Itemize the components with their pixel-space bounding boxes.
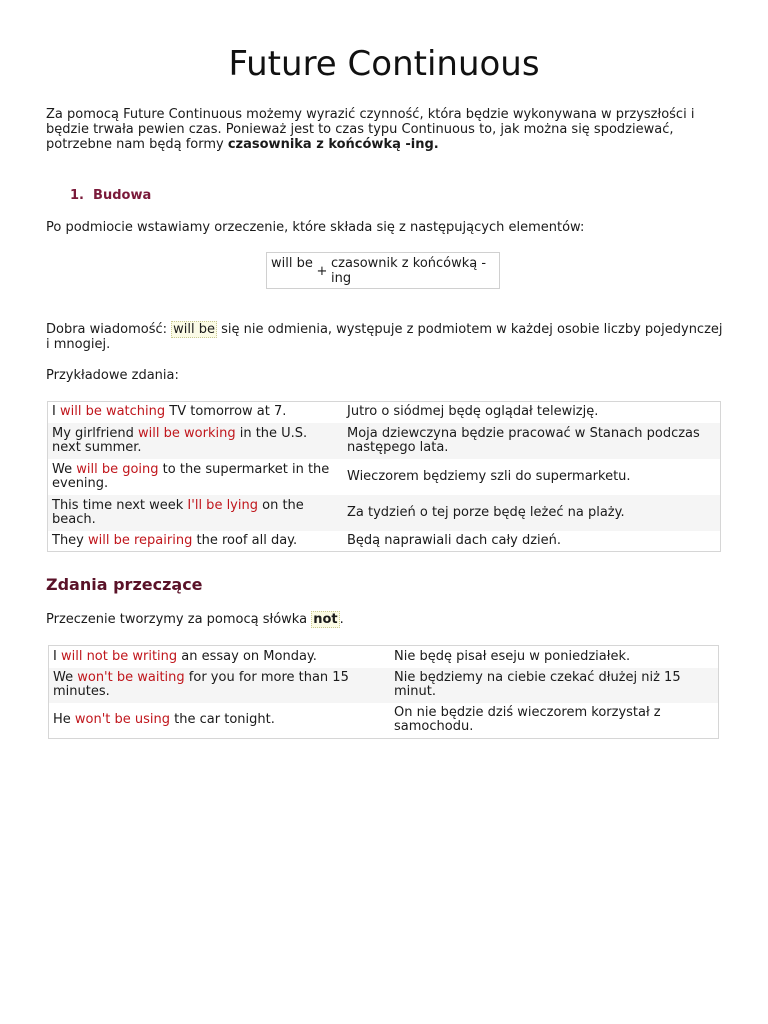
polish-cell: Wieczorem będziemy szli do supermarketu. xyxy=(347,468,631,484)
english-cell: This time next week I'll be lying on the beach. xyxy=(48,495,344,531)
will-be-highlight: will be xyxy=(173,322,215,337)
verb-highlight: won't be using xyxy=(74,712,171,728)
verb-highlight: I'll be lying xyxy=(187,497,258,513)
formula-box xyxy=(266,252,500,289)
section-heading-budowa xyxy=(70,188,151,203)
intro-text: Za pomocą Future Continuous możemy wyrazić czynność, która będzie wykonywana w przyszłości i będzie trwała pewien czas. Ponieważ jest to czas typu Continuous to, jak można się spodziewać, potrzebne nam będą formy xyxy=(46,107,695,152)
formula-part2: czasownik z końcówką -ing xyxy=(331,256,487,286)
polish-cell: Jutro o siódmej będę oglądał telewizję. xyxy=(347,404,599,420)
polish-cell: Nie będę pisał eseju w poniedziałek. xyxy=(394,648,631,664)
good-news-paragraph xyxy=(46,322,726,352)
formula-part1: will be xyxy=(271,256,313,271)
english-cell: They will be repairing the roof all day. xyxy=(52,532,298,548)
table-row xyxy=(48,459,721,495)
english-cell: I will be watching TV tomorrow at 7. xyxy=(52,404,287,420)
negative-before: Przeczenie tworzymy za pomocą słówka xyxy=(46,612,312,627)
not-highlight: not xyxy=(313,612,338,627)
negative-after: . xyxy=(339,612,344,627)
formula-plus: + xyxy=(316,264,328,279)
verb-highlight: will be going xyxy=(76,461,159,477)
verb-highlight: will be working xyxy=(138,425,236,441)
table-row xyxy=(48,423,721,459)
negative-heading: Zdania przeczące xyxy=(46,575,203,594)
table-row xyxy=(48,402,721,423)
english-cell: We won't be waiting for you for more than 15 minutes. xyxy=(49,668,391,703)
english-cell: He won't be using the car tonight. xyxy=(53,712,275,728)
verb-highlight: won't be waiting xyxy=(77,670,185,685)
examples-table xyxy=(47,401,721,552)
english-cell: We will be going to the supermarket in the evening. xyxy=(52,461,330,491)
page-title: Future Continuous xyxy=(228,44,540,84)
table-row xyxy=(49,703,719,739)
section-number: 1. xyxy=(70,188,84,203)
good-news-before: Dobra wiadomość: xyxy=(46,322,172,337)
intro-paragraph xyxy=(46,107,726,152)
examples-label: Przykładowe zdania: xyxy=(46,368,179,383)
structure-intro: Po podmiocie wstawiamy orzeczenie, które składa się z następujących elementów: xyxy=(46,220,585,235)
polish-cell: Nie będziemy na ciebie czekać dłużej niż 15 minut. xyxy=(390,668,719,703)
negative-paragraph xyxy=(46,612,344,627)
verb-highlight: will not be writing xyxy=(60,648,178,664)
table-row xyxy=(48,531,721,552)
table-row xyxy=(48,495,721,531)
intro-bold: czasownika z końcówką -ing. xyxy=(227,137,439,152)
polish-cell: Będą naprawiali dach cały dzień. xyxy=(347,532,562,548)
negative-examples-table xyxy=(48,645,719,739)
english-cell: My girlfriend will be working in the U.S. next summer. xyxy=(48,423,344,459)
good-news-after: się nie odmienia, występuje z podmiotem w każdej osobie liczby pojedynczej i mnogiej. xyxy=(46,322,723,352)
table-row xyxy=(49,668,719,703)
table-row xyxy=(49,646,719,668)
polish-cell: Moja dziewczyna będzie pracować w Stanach podczas następego lata. xyxy=(343,423,721,459)
english-cell: I will not be writing an essay on Monday. xyxy=(53,648,317,664)
verb-highlight: will be watching xyxy=(59,404,166,420)
section-label: Budowa xyxy=(93,188,152,203)
verb-highlight: will be repairing xyxy=(88,532,193,548)
polish-cell: On nie będzie dziś wieczorem korzystał z samochodu. xyxy=(394,705,661,735)
polish-cell: Za tydzień o tej porze będę leżeć na plaży. xyxy=(343,495,721,531)
